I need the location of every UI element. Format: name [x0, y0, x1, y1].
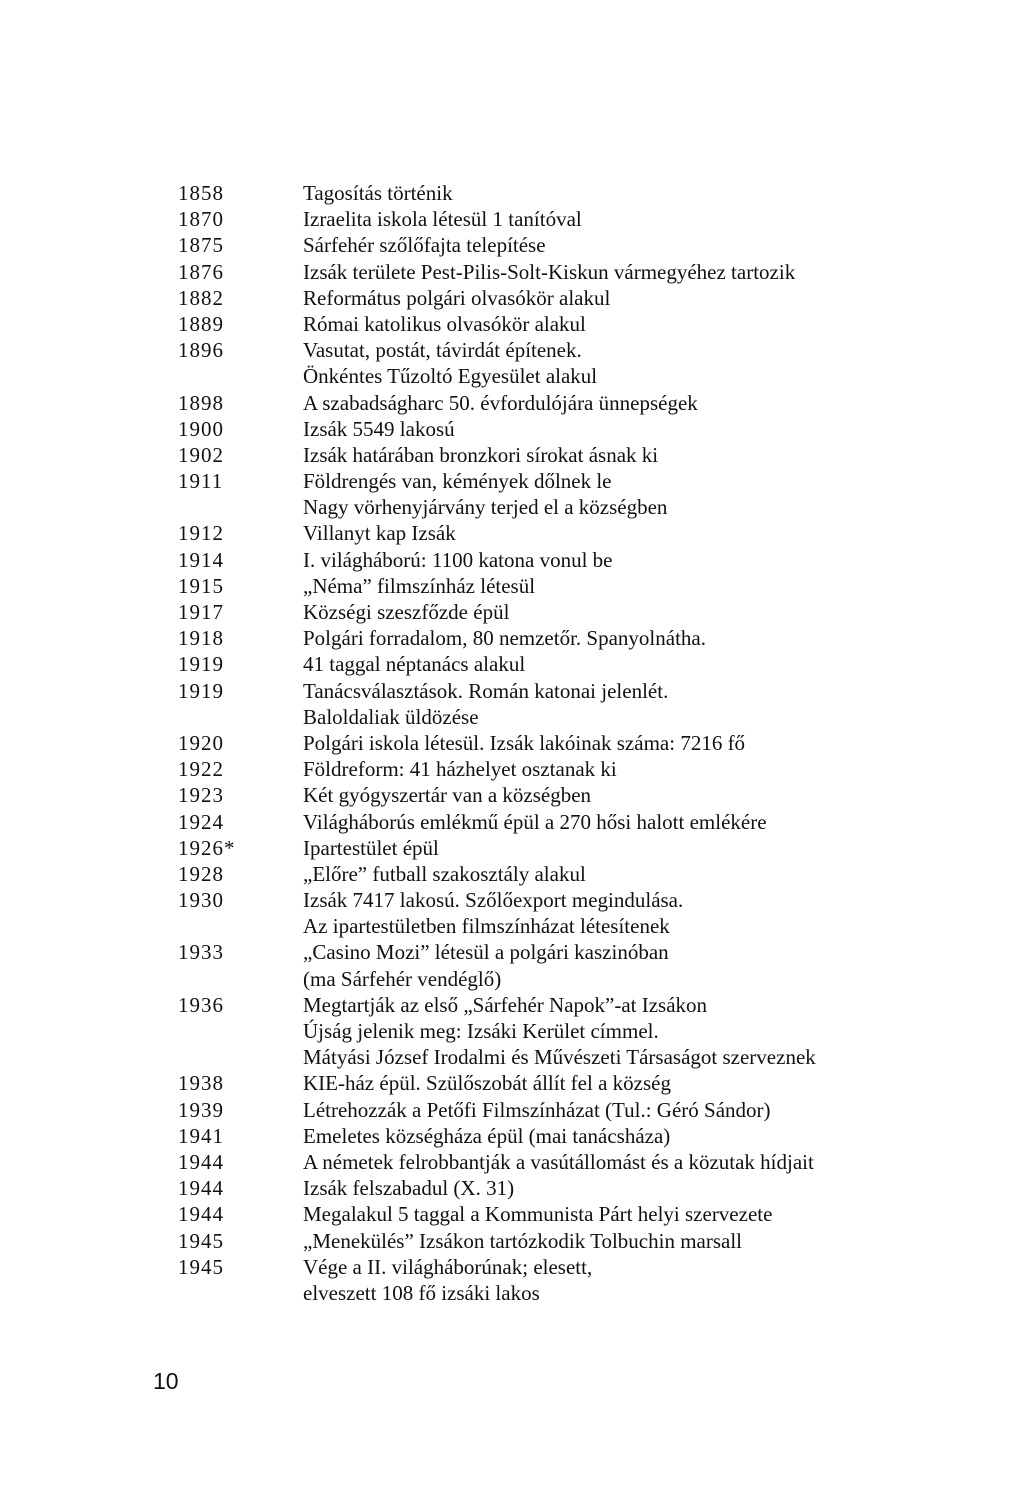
chronology-row [178, 966, 898, 992]
entry-event: 41 taggal néptanács alakul [303, 652, 526, 677]
chronology-row [178, 939, 898, 965]
entry-year: 1938 [178, 1071, 224, 1096]
entry-year: 1945 [178, 1228, 224, 1253]
chronology-row [178, 363, 898, 389]
chronology-row [178, 547, 898, 573]
chronology-row [178, 468, 898, 494]
entry-event: Izsák 5549 lakosú [303, 416, 455, 441]
entry-year: 1941 [178, 1123, 224, 1148]
chronology-row [178, 390, 898, 416]
entry-year: 1896 [178, 338, 224, 363]
chronology-row [178, 992, 898, 1018]
chronology-row [178, 1018, 898, 1044]
entry-year: 1902 [178, 442, 224, 467]
chronology-row [178, 809, 898, 835]
entry-event: „Néma” filmszínház létesül [303, 573, 536, 598]
entry-event: elveszett 108 fő izsáki lakos [303, 1280, 540, 1305]
chronology-row [178, 625, 898, 651]
entry-year: 1900 [178, 416, 224, 441]
chronology-row [178, 180, 898, 206]
entry-year: 1915 [178, 573, 224, 598]
entry-year: 1920 [178, 730, 224, 755]
entry-event: Izsák felszabadul (X. 31) [303, 1176, 515, 1201]
entry-event: Polgári forradalom, 80 nemzetőr. Spanyolnátha. [303, 626, 706, 651]
entry-event: A németek felrobbantják a vasútállomást és a közutak hídjait [303, 1149, 814, 1174]
entry-event: Emeletes községháza épül (mai tanácsháza) [303, 1123, 671, 1148]
entry-event: „Előre” futball szakosztály alakul [303, 861, 586, 886]
entry-year: 1898 [178, 390, 224, 415]
entry-year: 1858 [178, 181, 224, 205]
entry-event: Ipartestület épül [303, 835, 439, 860]
chronology-row [178, 704, 898, 730]
chronology-row [178, 678, 898, 704]
entry-year: 1944 [178, 1176, 224, 1201]
entry-event: Két gyógyszertár van a községben [303, 783, 592, 808]
entry-event: Vasutat, postát, távirdát építenek. [303, 338, 582, 363]
entry-year: 1944 [178, 1202, 224, 1227]
entry-year: 1918 [178, 626, 224, 651]
chronology-row [178, 1280, 898, 1306]
entry-event: Izsák területe Pest-Pilis-Solt-Kiskun vármegyéhez tartozik [303, 259, 796, 284]
chronology-row [178, 913, 898, 939]
entry-year: 1870 [178, 207, 224, 232]
entry-year: 1922 [178, 757, 224, 782]
entry-year: 1911 [178, 469, 224, 494]
chronology-row [178, 1254, 898, 1280]
entry-event: Világháborús emlékmű épül a 270 hősi halott emlékére [303, 809, 767, 834]
chronology-row [178, 573, 898, 599]
chronology-row [178, 1123, 898, 1149]
entry-event: KIE-ház épül. Szülőszobát állít fel a község [303, 1071, 671, 1096]
chronology-row [178, 861, 898, 887]
chronology-row [178, 520, 898, 546]
entry-year: 1930 [178, 888, 224, 913]
entry-event: Villanyt kap Izsák [303, 521, 456, 546]
entry-year: 1944 [178, 1149, 224, 1174]
entry-event: Megalakul 5 taggal a Kommunista Párt helyi szervezete [303, 1202, 773, 1227]
entry-event: Izraelita iskola létesül 1 tanítóval [303, 207, 582, 232]
entry-year: 1933 [178, 940, 224, 965]
chronology-row [178, 756, 898, 782]
entry-event: Tanácsválasztások. Román katonai jelenlét. [303, 678, 669, 703]
entry-year: 1882 [178, 285, 224, 310]
chronology-list [178, 180, 898, 1306]
entry-event: Baloldaliak üldözése [303, 704, 479, 729]
entry-event: Vége a II. világháborúnak; elesett, [303, 1254, 593, 1279]
chronology-row [178, 835, 898, 861]
entry-event: Mátyási József Irodalmi és Művészeti Társaságot szerveznek [303, 1045, 816, 1070]
entry-year: 1926* [178, 835, 236, 860]
chronology-row [178, 494, 898, 520]
chronology-row [178, 1097, 898, 1123]
chronology-row [178, 311, 898, 337]
chronology-row [178, 232, 898, 258]
entry-event: Önkéntes Tűzoltó Egyesület alakul [303, 364, 598, 389]
entry-event: Izsák 7417 lakosú. Szőlőexport megindulása. [303, 888, 684, 913]
entry-event: Az ipartestületben filmszínházat létesítenek [303, 914, 670, 939]
entry-event: Sárfehér szőlőfajta telepítése [303, 233, 546, 258]
entry-year: 1945 [178, 1254, 224, 1279]
chronology-row [178, 416, 898, 442]
entry-event: Polgári iskola létesül. Izsák lakóinak száma: 7216 fő [303, 730, 746, 755]
entry-year: 1936 [178, 992, 224, 1017]
entry-year: 1917 [178, 600, 224, 624]
entry-event: „Casino Mozi” létesül a polgári kaszinóban [303, 940, 669, 965]
chronology-row [178, 1228, 898, 1254]
entry-event: Földreform: 41 házhelyet osztanak ki [303, 757, 617, 782]
entry-event: „Menekülés” Izsákon tartózkodik Tolbuchin marsall [303, 1228, 743, 1253]
chronology-row [178, 206, 898, 232]
chronology-row [178, 730, 898, 756]
entry-event: Megtartják az első „Sárfehér Napok”-at Izsákon [303, 992, 708, 1017]
entry-event: Római katolikus olvasókör alakul [303, 311, 586, 336]
entry-year: 1919 [178, 652, 224, 677]
entry-event: Létrehozzák a Petőfi Filmszínházat (Tul.: Géró Sándor) [303, 1097, 771, 1122]
chronology-row [178, 337, 898, 363]
chronology-row [178, 651, 898, 677]
entry-event: Református polgári olvasókör alakul [303, 285, 611, 310]
entry-event: Izsák határában bronzkori sírokat ásnak ki [303, 442, 659, 467]
entry-event: Földrengés van, kémények dőlnek le [303, 469, 612, 494]
entry-year: 1919 [178, 678, 224, 703]
entry-event: Nagy vörhenyjárvány terjed el a községben [303, 495, 668, 520]
chronology-row [178, 887, 898, 913]
entry-year: 1876 [178, 259, 224, 284]
chronology-row [178, 1070, 898, 1096]
entry-event: Tagosítás történik [303, 181, 453, 205]
entry-event: I. világháború: 1100 katona vonul be [303, 547, 613, 572]
entry-year: 1923 [178, 783, 224, 808]
chronology-row [178, 1201, 898, 1227]
chronology-row [178, 599, 898, 625]
chronology-row [178, 1175, 898, 1201]
entry-year: 1924 [178, 809, 224, 834]
chronology-row [178, 1149, 898, 1175]
chronology-row [178, 1044, 898, 1070]
entry-event: Községi szeszfőzde épül [303, 600, 510, 624]
chronology-row [178, 285, 898, 311]
entry-year: 1912 [178, 521, 224, 546]
entry-year: 1939 [178, 1097, 224, 1122]
chronology-row [178, 259, 898, 285]
entry-year: 1889 [178, 311, 224, 336]
entry-event: A szabadságharc 50. évfordulójára ünnepségek [303, 390, 698, 415]
entry-year: 1875 [178, 233, 224, 258]
chronology-row [178, 442, 898, 468]
entry-year: 1914 [178, 547, 224, 572]
entry-year: 1928 [178, 861, 224, 886]
entry-event: Újság jelenik meg: Izsáki Kerület címmel. [303, 1019, 659, 1043]
entry-event: (ma Sárfehér vendéglő) [303, 966, 502, 991]
page-number: 10 [153, 1368, 179, 1394]
chronology-row [178, 782, 898, 808]
